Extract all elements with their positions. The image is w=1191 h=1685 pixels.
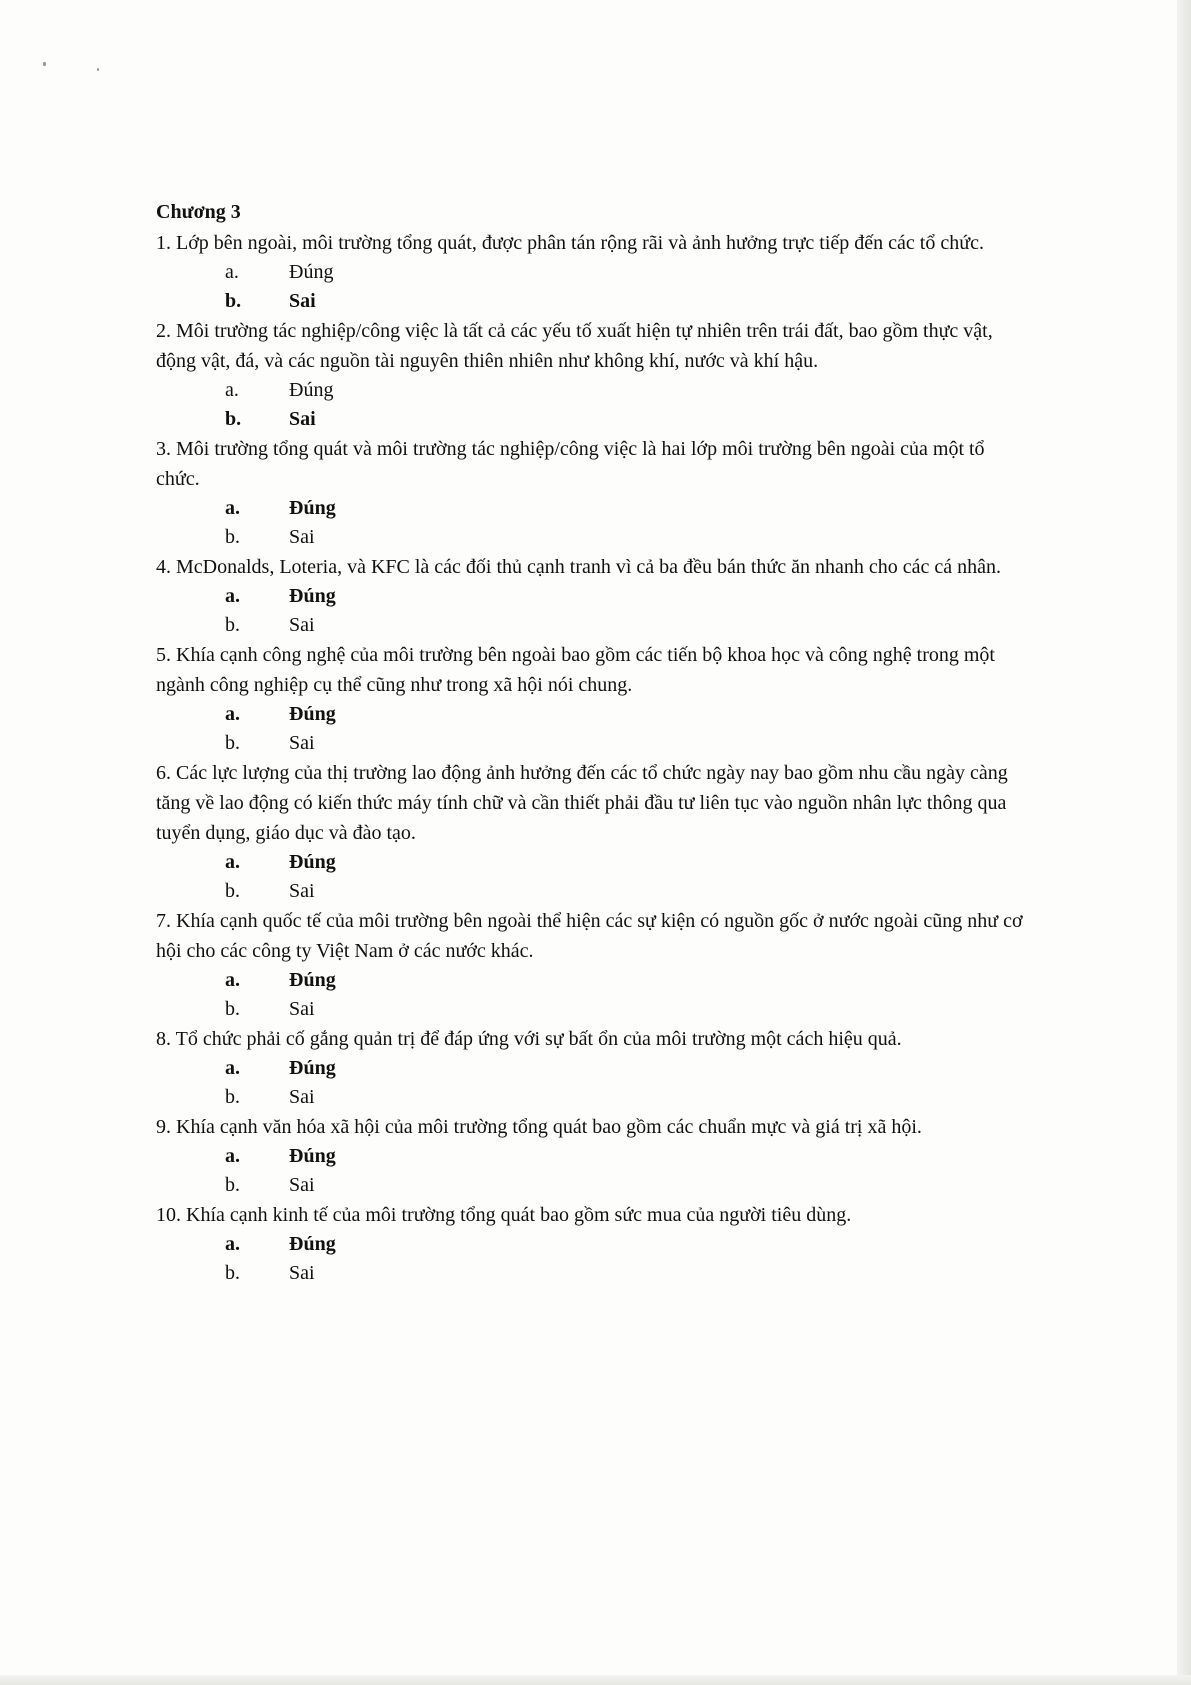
option-row — [156, 729, 1026, 758]
option-label: Đúng — [289, 261, 334, 283]
option-label: Sai — [289, 408, 316, 430]
option-letter: a. — [225, 497, 240, 519]
option-label: Sai — [289, 614, 315, 636]
option-label: Đúng — [289, 1233, 336, 1255]
option-letter: b. — [225, 880, 240, 902]
question-text: 2. Môi trường tác nghiệp/công việc là tất cả các yếu tố xuất hiện tự nhiên trên trái đất, bao gồm thực vật, động vật, đá, và các nguồn tài nguyên thiên nhiên như không khí, nước và khí hậu. — [156, 320, 993, 372]
option-row-correct — [156, 287, 1026, 316]
option-label: Đúng — [289, 851, 336, 873]
option-row-correct — [156, 1054, 1026, 1083]
question-text: 3. Môi trường tổng quát và môi trường tác nghiệp/công việc là hai lớp môi trường bên ngoài của một tổ chức. — [156, 438, 985, 490]
option-letter: b. — [225, 408, 242, 430]
option-label: Sai — [289, 880, 315, 902]
option-letter: b. — [225, 614, 240, 636]
option-letter: b. — [225, 526, 240, 548]
question-block — [156, 1024, 1026, 1112]
option-letter: b. — [225, 998, 240, 1020]
question-block — [156, 1200, 1026, 1288]
option-row-correct — [156, 494, 1026, 523]
question-text: 10. Khía cạnh kinh tế của môi trường tổng quát bao gồm sức mua của người tiêu dùng. — [156, 1204, 852, 1226]
option-label: Sai — [289, 998, 315, 1020]
option-letter: b. — [225, 1262, 240, 1284]
question-text: 9. Khía cạnh văn hóa xã hội của môi trường tổng quát bao gồm các chuẩn mực và giá trị xã hội. — [156, 1116, 922, 1138]
option-label: Sai — [289, 290, 316, 312]
option-letter: a. — [225, 1057, 240, 1079]
option-row — [156, 1083, 1026, 1112]
question-text: 4. McDonalds, Loteria, và KFC là các đối thủ cạnh tranh vì cả ba đều bán thức ăn nhanh cho các cá nhân. — [156, 556, 1001, 578]
option-row — [156, 258, 1026, 287]
option-label: Sai — [289, 1174, 315, 1196]
option-row-correct — [156, 1230, 1026, 1259]
option-row-correct — [156, 1142, 1026, 1171]
option-label: Đúng — [289, 1057, 336, 1079]
scan-speck — [43, 62, 46, 66]
option-label: Đúng — [289, 379, 334, 401]
question-text: 6. Các lực lượng của thị trường lao động ảnh hưởng đến các tổ chức ngày nay bao gồm nhu cầu ngày càng tăng về lao động có kiến thức máy tính chữ và cần thiết phải đầu tư liên tục vào nguồn nhân lực thông qua tuyển dụng, giáo dục và đào tạo. — [156, 762, 1008, 844]
option-row-correct — [156, 966, 1026, 995]
chapter-title: Chương 3 — [156, 201, 241, 223]
option-label: Đúng — [289, 969, 336, 991]
option-row-correct — [156, 582, 1026, 611]
option-label: Sai — [289, 1086, 315, 1108]
option-row-correct — [156, 848, 1026, 877]
question-block — [156, 640, 1026, 758]
question-block — [156, 552, 1026, 640]
option-label: Sai — [289, 526, 315, 548]
option-row-correct — [156, 405, 1026, 434]
question-block — [156, 758, 1026, 906]
question-block — [156, 316, 1026, 434]
option-letter: a. — [225, 261, 239, 283]
option-letter: b. — [225, 732, 240, 754]
question-block — [156, 434, 1026, 552]
option-letter: a. — [225, 1233, 240, 1255]
option-label: Đúng — [289, 497, 336, 519]
option-label: Sai — [289, 732, 315, 754]
question-block — [156, 906, 1026, 1024]
page-bottom-edge — [0, 1675, 1191, 1685]
option-letter: b. — [225, 290, 242, 312]
page-edge-shadow — [1177, 0, 1191, 1685]
option-letter: a. — [225, 703, 240, 725]
option-label: Đúng — [289, 703, 336, 725]
option-letter: a. — [225, 379, 239, 401]
question-text: 8. Tổ chức phải cố gắng quản trị để đáp ứng với sự bất ổn của môi trường một cách hiệu quả. — [156, 1028, 902, 1050]
option-letter: a. — [225, 1145, 240, 1167]
option-row — [156, 1171, 1026, 1200]
option-row-correct — [156, 700, 1026, 729]
option-letter: b. — [225, 1086, 240, 1108]
option-letter: b. — [225, 1174, 240, 1196]
option-row — [156, 523, 1026, 552]
option-letter: a. — [225, 969, 240, 991]
scan-speck — [97, 68, 99, 71]
question-block — [156, 1112, 1026, 1200]
question-text: 7. Khía cạnh quốc tế của môi trường bên ngoài thể hiện các sự kiện có nguồn gốc ở nước ngoài cũng như cơ hội cho các công ty Việt Nam ở các nước khác. — [156, 910, 1023, 962]
question-block — [156, 228, 1026, 316]
question-text: 1. Lớp bên ngoài, môi trường tổng quát, được phân tán rộng rãi và ảnh hưởng trực tiếp đến các tổ chức. — [156, 232, 984, 254]
option-row — [156, 376, 1026, 405]
option-label: Đúng — [289, 1145, 336, 1167]
option-row — [156, 611, 1026, 640]
option-label: Đúng — [289, 585, 336, 607]
option-letter: a. — [225, 585, 240, 607]
option-letter: a. — [225, 851, 240, 873]
option-row — [156, 877, 1026, 906]
option-label: Sai — [289, 1262, 315, 1284]
option-row — [156, 1259, 1026, 1288]
quiz-content — [156, 199, 1026, 1288]
question-text: 5. Khía cạnh công nghệ của môi trường bên ngoài bao gồm các tiến bộ khoa học và công nghệ trong một ngành công nghiệp cụ thể cũng như trong xã hội nói chung. — [156, 644, 995, 696]
option-row — [156, 995, 1026, 1024]
